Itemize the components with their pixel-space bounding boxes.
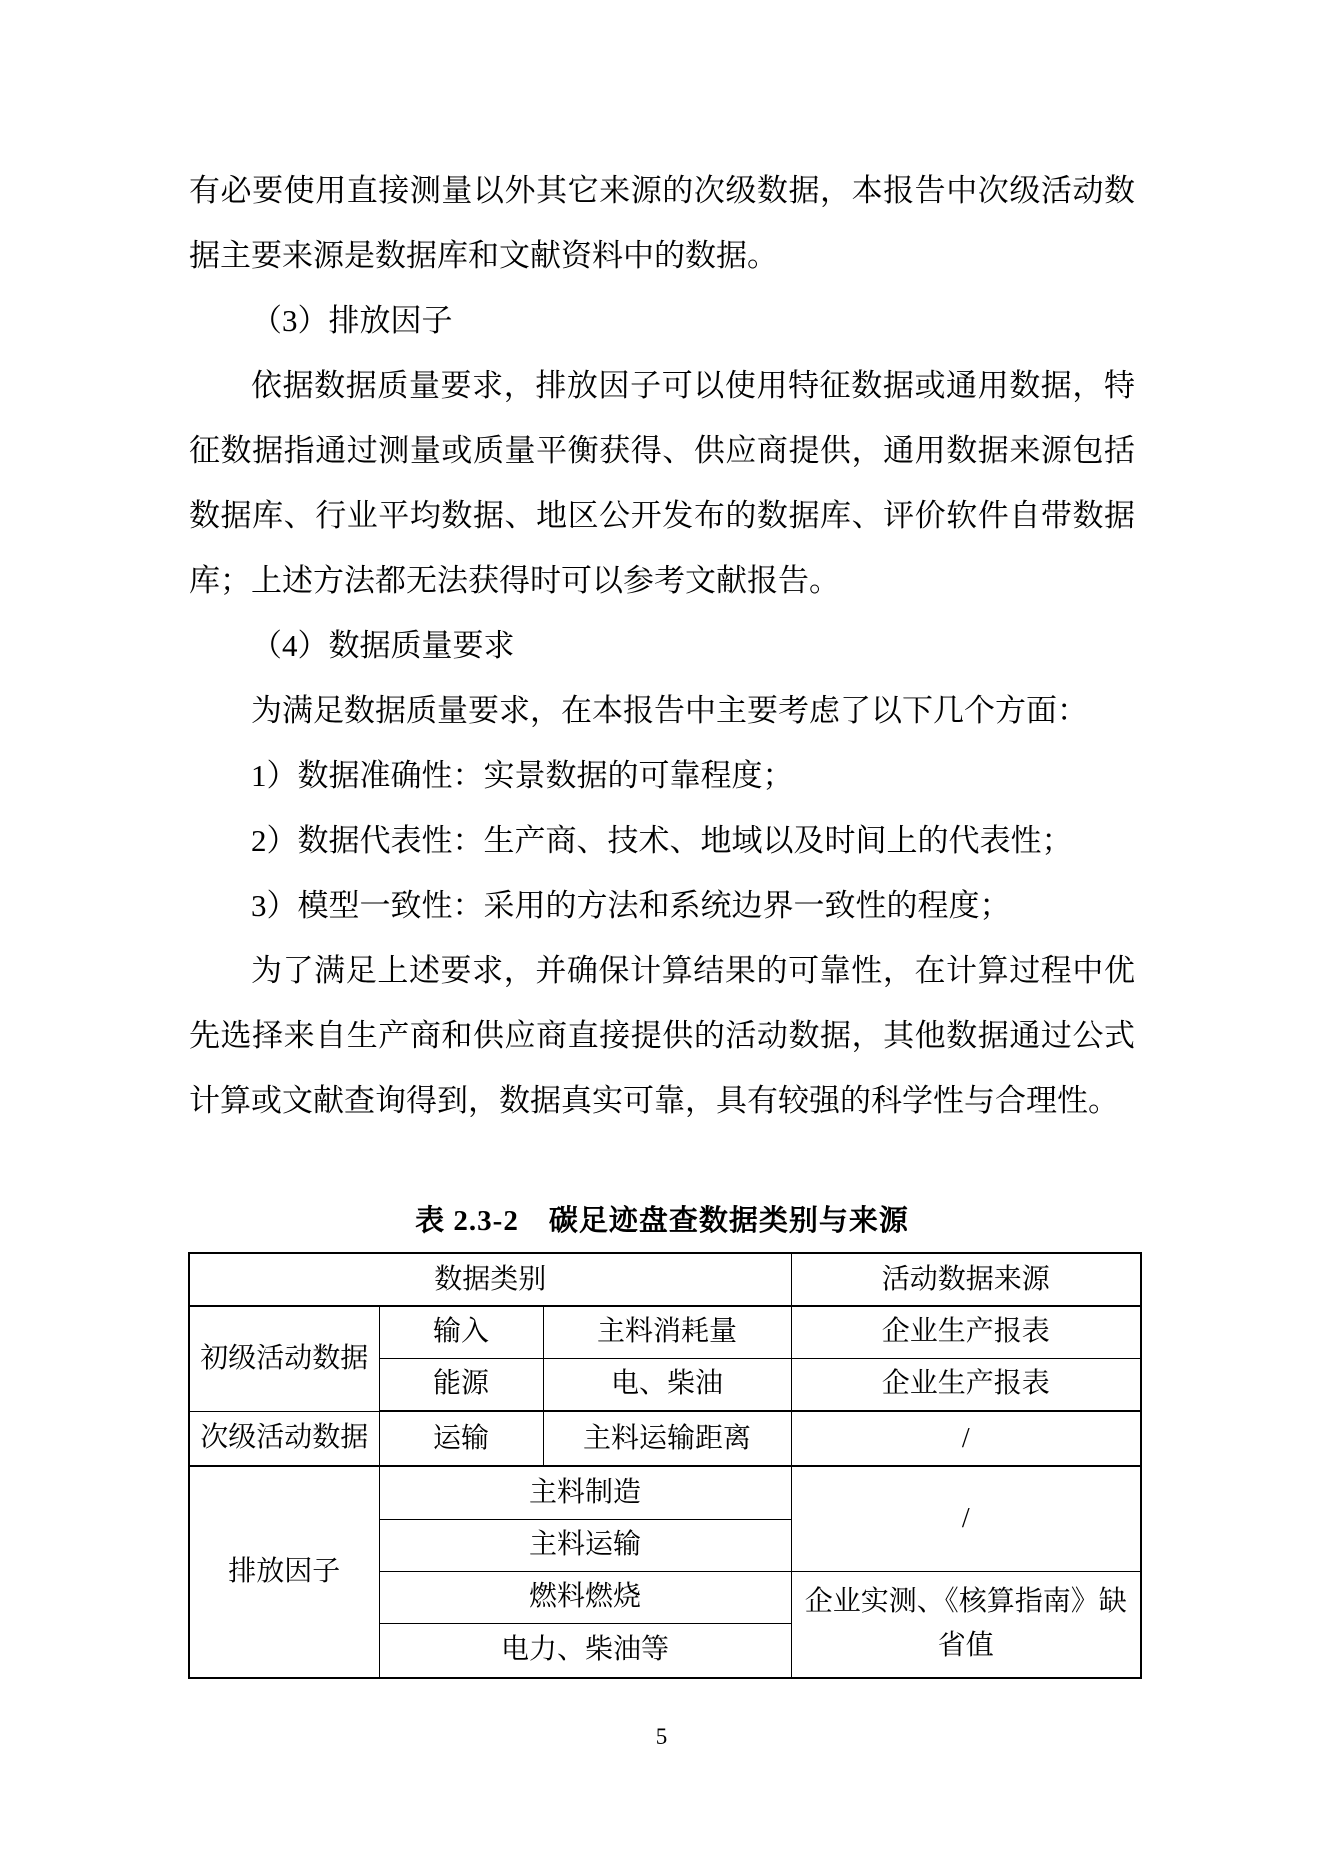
cell-fuel-combustion: 燃料燃烧 <box>379 1571 791 1623</box>
cell-input-source: 企业生产报表 <box>791 1306 1141 1358</box>
cell-material-source: / <box>791 1466 1141 1571</box>
cell-energy-source: 企业生产报表 <box>791 1358 1141 1411</box>
table-row <box>189 1306 1141 1358</box>
text-line: 为满足数据质量要求，在本报告中主要考虑了以下几个方面： <box>251 693 1088 728</box>
body-text <box>189 158 1135 1133</box>
text-line: 据主要来源是数据库和文献资料中的数据。 <box>189 238 778 273</box>
text-line: 依据数据质量要求，排放因子可以使用特征数据或通用数据，特 <box>251 368 1135 403</box>
text-line: 数据库、行业平均数据、地区公开发布的数据库、评价软件自带数据 <box>189 498 1135 533</box>
text-line: 先选择来自生产商和供应商直接提供的活动数据，其他数据通过公式 <box>189 1018 1135 1053</box>
cell-input-type: 输入 <box>379 1306 543 1358</box>
cell-transport-source: / <box>791 1411 1141 1466</box>
text-line: 库；上述方法都无法获得时可以参考文献报告。 <box>189 563 840 598</box>
cell-energy-item: 电、柴油 <box>543 1358 791 1411</box>
text-line: 1）数据准确性：实景数据的可靠程度； <box>251 758 794 793</box>
cell-input-item: 主料消耗量 <box>543 1306 791 1358</box>
cell-primary-activity-label: 初级活动数据 <box>189 1306 379 1411</box>
table-header-row <box>189 1253 1141 1306</box>
text-line: 计算或文献查询得到，数据真实可靠，具有较强的科学性与合理性。 <box>189 1083 1119 1118</box>
text-line: （4）数据质量要求 <box>251 628 515 663</box>
cell-material-manufacture: 主料制造 <box>379 1466 791 1519</box>
cell-transport-type: 运输 <box>379 1411 543 1466</box>
cell-fuel-source: 企业实测、《核算指南》缺省值 <box>791 1571 1141 1678</box>
cell-transport-item: 主料运输距离 <box>543 1411 791 1466</box>
table-caption: 表 2.3-2 碳足迹盘查数据类别与来源 <box>415 1205 909 1237</box>
text-line: 有必要使用直接测量以外其它来源的次级数据，本报告中次级活动数 <box>189 173 1135 208</box>
text-line: 为了满足上述要求，并确保计算结果的可靠性，在计算过程中优 <box>251 953 1135 988</box>
cell-electricity-diesel: 电力、柴油等 <box>379 1623 791 1678</box>
cell-energy-type: 能源 <box>379 1358 543 1411</box>
cell-secondary-activity-label: 次级活动数据 <box>189 1411 379 1466</box>
header-cell-activity-source: 活动数据来源 <box>791 1253 1141 1306</box>
cell-emission-factor-label: 排放因子 <box>189 1466 379 1678</box>
table-row <box>189 1411 1141 1466</box>
cell-material-transport: 主料运输 <box>379 1519 791 1571</box>
text-line: （3）排放因子 <box>251 303 453 338</box>
text-line: 3）模型一致性：采用的方法和系统边界一致性的程度； <box>251 888 1011 923</box>
data-table <box>188 1252 1142 1679</box>
page-number: 5 <box>655 1724 668 1749</box>
table-row <box>189 1466 1141 1519</box>
header-cell-data-category: 数据类别 <box>189 1253 791 1306</box>
text-line: 征数据指通过测量或质量平衡获得、供应商提供，通用数据来源包括 <box>189 433 1135 468</box>
text-line: 2）数据代表性：生产商、技术、地域以及时间上的代表性； <box>251 823 1073 858</box>
